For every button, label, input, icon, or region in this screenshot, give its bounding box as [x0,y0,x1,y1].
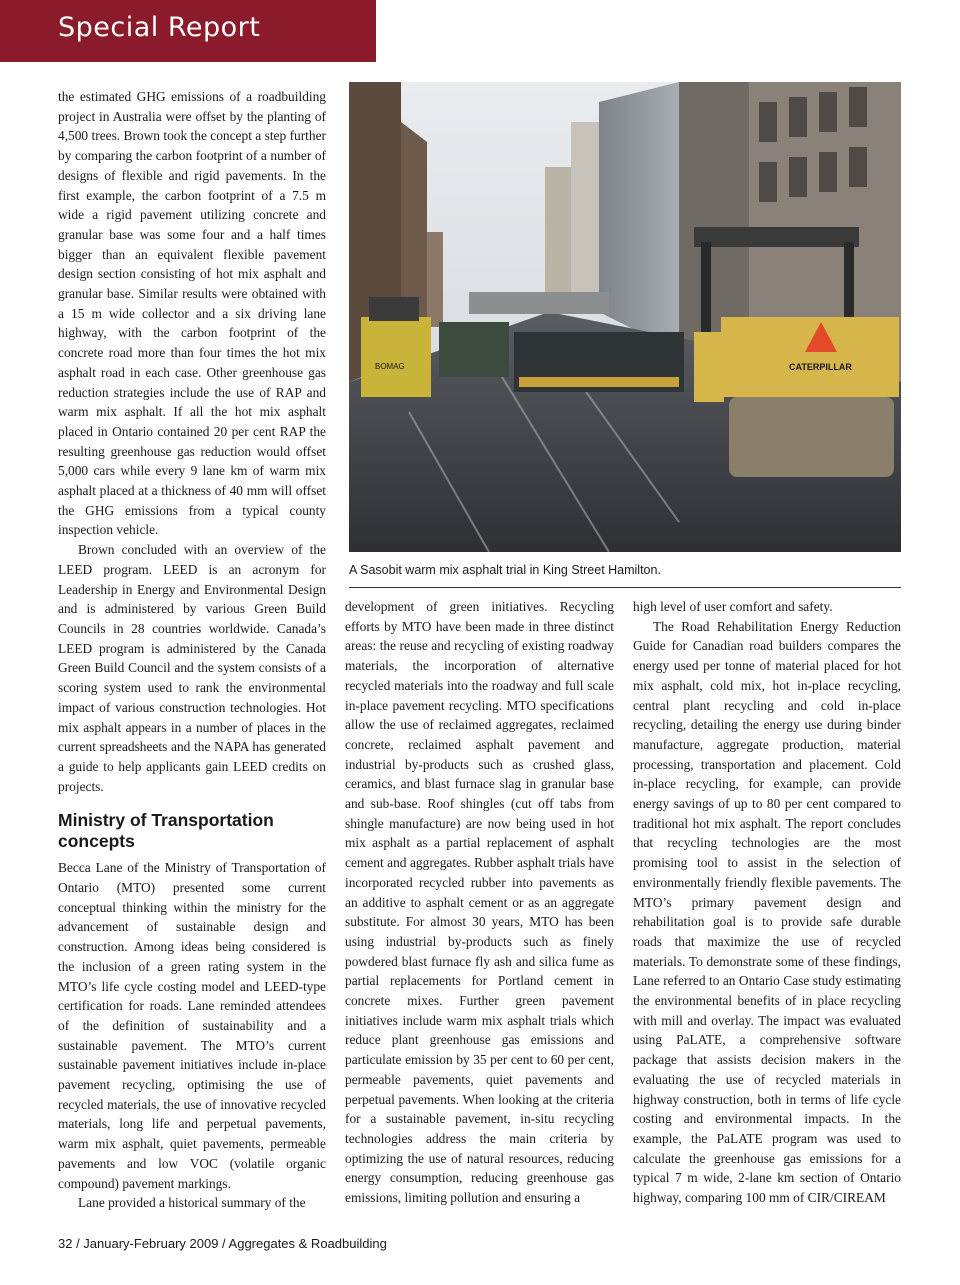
caterpillar-label: CATERPILLAR [789,362,852,372]
paragraph: the estimated GHG emissions of a roadbuilding project in Australia were offset by the planting of 4,500 trees. Brown took the concept a step further by comparing the carbon footprint of a number of designs of flexible and rigid pavements. In the first example, the carbon footprint of a 7.5 m wide a rigid pavement utilizing concrete and granular base was some four and a half times bigger than an equivalent flexible pavement design section consisting of hot mix asphalt and granular base. Similar results were obtained with a 15 m wide collector and a six driving lane highway, with the carbon footprint of the concrete road more than four times the hot mix asphalt road in each case. Other greenhouse gas reduction strategies include the use of RAP and warm mix asphalt. If all the hot mix asphalt placed in Ontario contained 20 per cent RAP the resulting greenhouse gas reduction would offset 5,000 cars while every 9 lane km of warm mix asphalt placed at a thickness of 40 mm will offset the GHG emissions from a typical county inspection vehicle. [58,89,326,538]
section-title: Special Report [58,12,261,43]
photo-caption: A Sasobit warm mix asphalt trial in King Street Hamilton. [349,563,661,577]
photo-illustration [349,82,901,552]
street-paving-photo [349,82,901,552]
building-left-3 [427,232,443,327]
paragraph: development of green initiatives. Recycling efforts by MTO have been made in three distinct areas: the reuse and recycling of existing roadway materials, the incorporation of alternative recycled materials into the roadway and full scale in-place pavement recycling. MTO specifications allow the use of reclaimed aggregates, reclaimed concrete, reclaimed asphalt pavement and industrial by-products such as crushed glass, ceramics, and blast furnace slag in granular base and sub-base. Roof shingles (cut off tabs from shingle manufacture) are now being used in hot mix asphalt as a partial replacement of asphalt cement and aggregates. Rubber asphalt trials have incorporated recycled rubber into pavements as an additive to asphalt cement or as an aggregate substitute. For almost 30 years, MTO has been using industrial by-products such as finely powdered blast furnace fly ash and silica fume as partial replacements for Portland cement in concrete mixes. Further green pavement initiatives include warm mix asphalt trials which reduce plant greenhouse gas emissions and particulate emission by 35 per cent to 60 per cent, permeable pavements, quiet pavements and perpetual pavements. When looking at the criteria for a sustainable pavement, in-situ recycling technologies address the main criteria by optimizing the use of natural resources, reducing energy consumption, reducing greenhouse gas emissions, limiting pollution and ensuring a [345,599,614,1206]
paragraph: Becca Lane of the Ministry of Transportation of Ontario (MTO) presented some current conceptual thinking within the ministry for the advancement of sustainable design and construction. Among ideas being considered is the inclusion of a green rating system in the MTO’s life cycle costing model and LEED-type certification for roads. Lane reminded attendees of the definition of sustainability and a sustainable pavement. The MTO’s current sustainable pavement initiatives include in-place pavement recycling, optimising the use of recycled materials, the use of innovative recycled materials, long life and perpetual pavements, warm mix asphalt, quiet pavements, permeable pavements and low VOC (volatile organic compound) pavement markings. [58,860,326,1191]
article-column-3 [633,597,901,1208]
page-footer: 32 / January-February 2009 / Aggregates & Roadbuilding [58,1236,387,1251]
overpass [469,292,609,314]
paver-screed [519,377,679,387]
paragraph: high level of user comfort and safety. [633,599,833,614]
paragraph: Brown concluded with an overview of the LEED program. LEED is an acronym for Leadership in Energy and Environmental Design and is administered by various Green Build Councils in 28 countries worldwide. Canada’s LEED program is administered by the Canada Green Build Council and the system consists of a scoring system used to rank the environmental impact of various construction technologies. Hot mix asphalt appears in a number of places in the current spreadsheets and the NAPA has generated a guide to help applicants gain LEED credits on projects. [58,542,326,794]
article-column-1 [58,87,326,1213]
paragraph: Lane provided a historical summary of the [78,1195,306,1211]
bomag-label: BOMAG [375,362,405,371]
section-heading: Ministry of Transportation concepts [58,810,274,852]
paragraph: The Road Rehabilitation Energy Reduction Guide for Canadian road builders compares the energy used per tonne of material placed for hot mix asphalt, cold mix, hot in-place recycling, central plant recycling and cold in-place recycling, detailing the energy use during binder manufacture, aggregate production, material processing, transportation and placement. Cold in-place recycling, for example, can provide energy savings of up to 80 per cent compared to traditional hot mix asphalt. The report concludes that recycling technologies are the most promising tool to assist in the selection of environmentally friendly flexible pavements. The MTO’s primary pavement design and rehabilitation goal is to provide safe durable roads that maximize the use of recycled materials. To demonstrate some of these findings, Lane referred to an Ontario Case study estimating the environmental benefits of in place recycling with mill and overlay. The impact was evaluated using PaLATE, a comprehensive software package that assists decision makers in the evaluating the use of recycled materials in highway construction, both in terms of life cycle costing and environmental impacts. In the example, the PaLATE program was used to calculate the greenhouse gas emissions for a typical 7 m wide, 2-lane km section of Ontario highway, comparing 100 mm of CIR/CIREAM [633,618,901,1206]
building-glass [599,82,679,352]
building-far [545,167,575,297]
paver-center [439,322,509,377]
caption-divider [349,587,901,588]
article-column-2 [345,597,614,1208]
section-banner [0,0,376,62]
